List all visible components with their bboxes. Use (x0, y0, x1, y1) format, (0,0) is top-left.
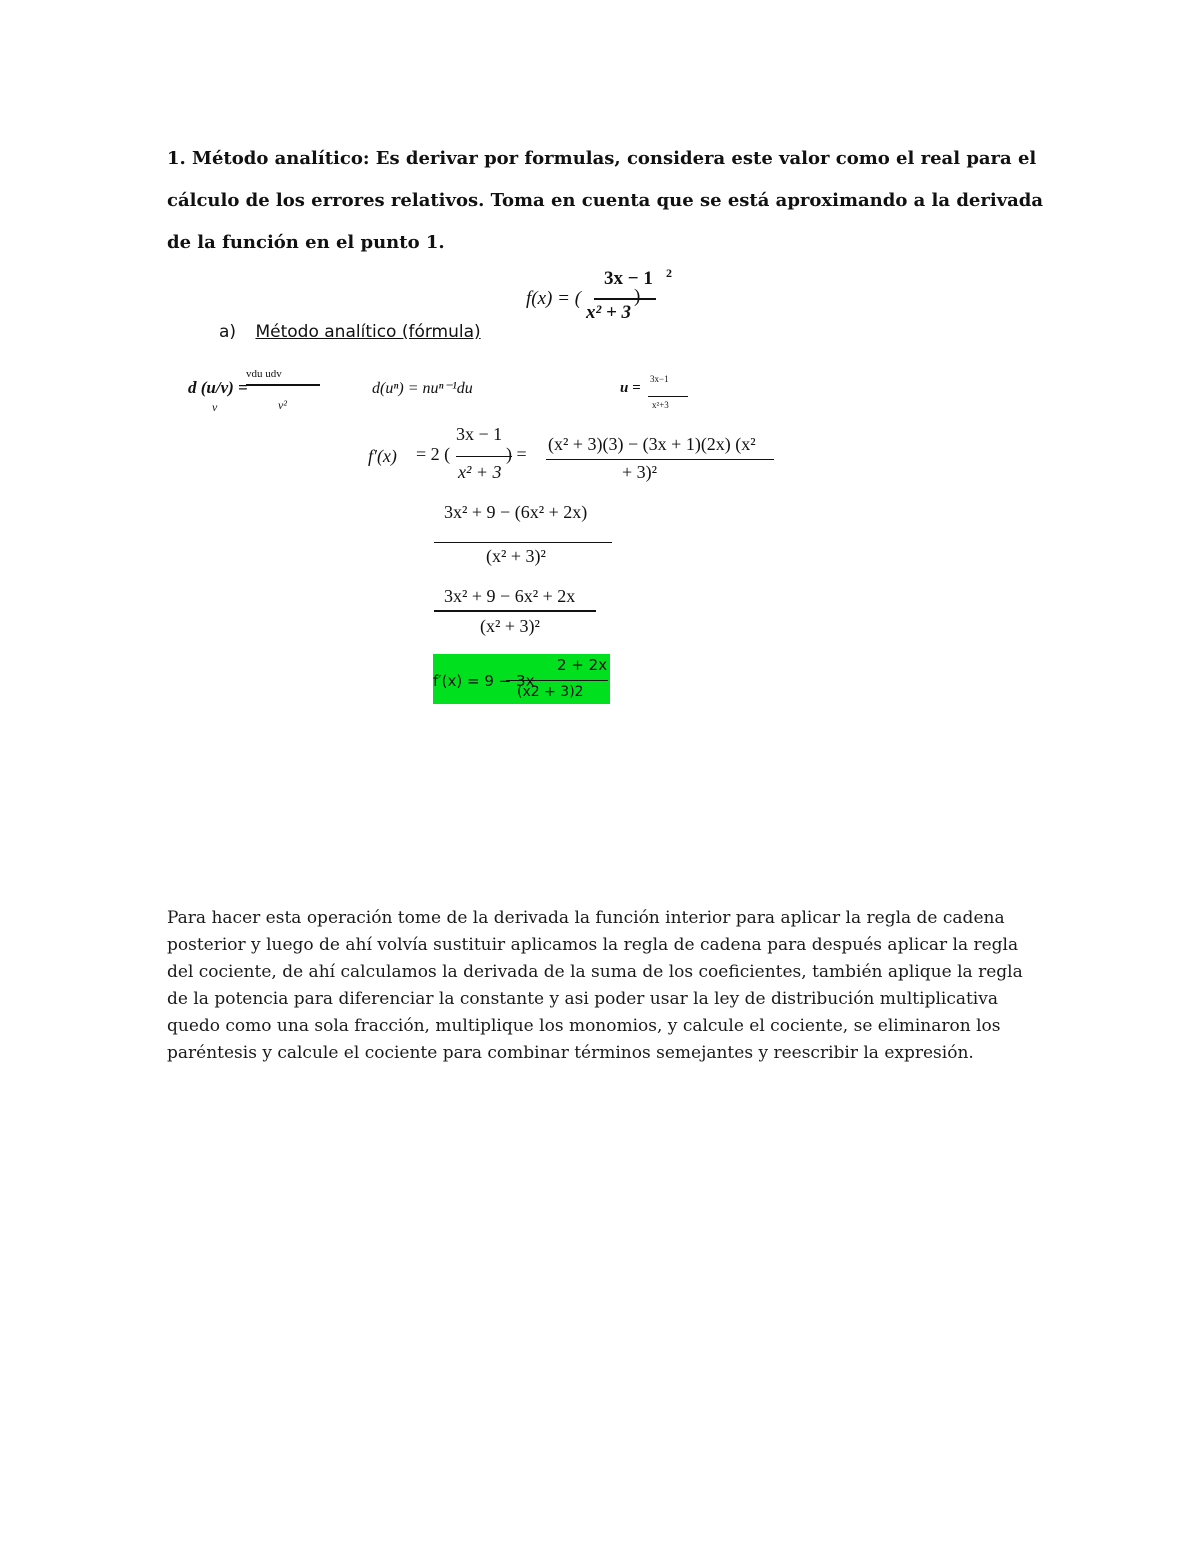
power-rule: d(uⁿ) = nuⁿ⁻¹du (372, 380, 473, 397)
result-lhs: f′(x) = 9 − 3x (433, 672, 535, 690)
u-definition-numerator: 3x−1 (650, 374, 669, 384)
quotient-rule-bar (246, 384, 320, 386)
step3-denominator: (x² + 3)² (480, 616, 540, 636)
step3-numerator: 3x² + 9 − 6x² + 2x (444, 586, 576, 606)
function-exponent: 2 (666, 266, 672, 280)
quotient-rule-denominator-v2: v² (278, 398, 287, 412)
step1-lhs: f′(x) (368, 446, 397, 466)
step2-bar (434, 542, 612, 543)
subsection-label: Método analítico (fórmula) (255, 322, 481, 342)
u-definition-bar (648, 396, 688, 397)
section-heading: 1. Método analítico: Es derivar por formulas, considera este valor como el real para el cálculo de los errores relativos. Toma en cuenta que se está aproximando a la derivada de la función en el punto 1. (167, 148, 1044, 253)
u-definition-lhs: u = (620, 380, 641, 396)
step1-close: ) = (506, 444, 527, 464)
quotient-rule-lhs: d (u/v) = (188, 378, 248, 397)
explanation-paragraph: Para hacer esta operación tome de la derivada la función interior para aplicar la regla de cadena posterior y luego de ahí volvía sustituir aplicamos la regla de cadena para después aplicar la regla del cociente, de ahí calculamos la derivada de la suma de los coeficientes, también aplique la regla de la potencia para diferenciar la constante y asi poder usar la ley de distribución multiplicativa quedo como una sola fracción, multiplique los monomios, y calcule el cociente, se eliminaron los paréntesis y calcule el cociente para combinar términos semejantes y reescribir la expresión. (167, 908, 1023, 1063)
subsection-marker: a) (219, 322, 237, 342)
function-denominator: x² + 3 (586, 302, 632, 323)
step1-rhs-bar (546, 459, 774, 460)
step1-numerator: 3x − 1 (456, 424, 503, 444)
function-numerator: 3x − 1 (604, 268, 653, 289)
result-bar (506, 680, 608, 681)
step2-denominator: (x² + 3)² (486, 546, 546, 566)
step1-rhs-denominator: + 3)² (622, 462, 658, 482)
result-numerator: 2 + 2x (557, 656, 608, 674)
u-definition-denominator: x²+3 (652, 400, 669, 410)
step1-denominator: x² + 3 (458, 462, 502, 482)
step1-coefficient: = 2 ( (416, 444, 451, 464)
step1-rhs-numerator: (x² + 3)(3) − (3x + 1)(2x) (x² (548, 434, 756, 454)
quotient-rule-numerator: vdu udv (246, 368, 282, 380)
quotient-rule-denominator-v: v (212, 400, 218, 414)
step1-inner-bar (456, 456, 512, 457)
step2-numerator: 3x² + 9 − (6x² + 2x) (444, 502, 588, 522)
result-denominator: (x2 + 3)2 (517, 684, 584, 700)
function-lhs: f(x) = ( (526, 288, 582, 309)
step3-bar (434, 610, 596, 612)
subsection-title (219, 322, 481, 342)
function-fraction-bar (594, 298, 656, 300)
function-close-paren: ) (634, 286, 641, 307)
